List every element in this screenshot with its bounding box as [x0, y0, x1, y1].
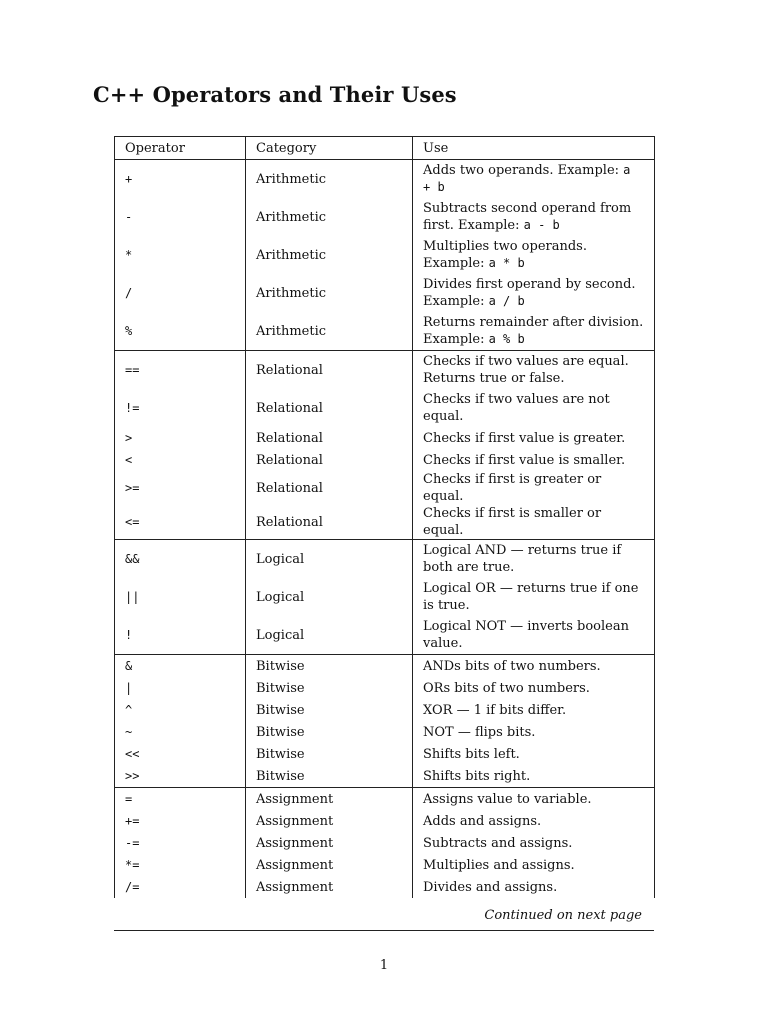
use-text: Returns remainder after division. Example:	[423, 315, 644, 347]
use-text: Adds two operands. Example:	[423, 163, 624, 178]
operator-cell: *	[115, 236, 246, 274]
operator-cell: >	[115, 427, 246, 449]
use-cell: Shifts bits right.	[413, 765, 655, 788]
operator-cell: <=	[115, 505, 246, 540]
example-code: a / b	[488, 294, 525, 308]
use-cell: NOT — flips bits.	[413, 721, 655, 743]
operator-cell: |	[115, 677, 246, 699]
table-row	[115, 832, 655, 854]
table-row	[115, 236, 655, 274]
use-text: Subtracts second operand from first. Example:	[423, 201, 632, 233]
operator-cell: &&	[115, 540, 246, 579]
category-cell: Bitwise	[246, 765, 413, 788]
table-row	[115, 471, 655, 505]
category-cell: Arithmetic	[246, 274, 413, 312]
header-category: Category	[246, 137, 413, 160]
category-cell: Assignment	[246, 788, 413, 811]
table-row	[115, 274, 655, 312]
category-cell: Relational	[246, 389, 413, 427]
category-cell: Bitwise	[246, 655, 413, 678]
use-cell: ORs bits of two numbers.	[413, 677, 655, 699]
use-cell: Adds and assigns.	[413, 810, 655, 832]
use-cell: ANDs bits of two numbers.	[413, 655, 655, 678]
continued-note: Continued on next page	[484, 908, 642, 923]
example-code: a - b	[523, 218, 560, 232]
table-row	[115, 505, 655, 540]
use-cell: Checks if two values are equal. Returns true or false.	[413, 351, 655, 390]
category-cell: Assignment	[246, 810, 413, 832]
table-row	[115, 677, 655, 699]
header-use: Use	[413, 137, 655, 160]
table-row	[115, 876, 655, 898]
table-row	[115, 351, 655, 390]
operator-cell: <	[115, 449, 246, 471]
use-cell: XOR — 1 if bits differ.	[413, 699, 655, 721]
example-code: a * b	[488, 256, 525, 270]
category-cell: Arithmetic	[246, 160, 413, 199]
table-row	[115, 616, 655, 655]
page-number: 1	[379, 958, 389, 973]
operator-cell: ~	[115, 721, 246, 743]
category-cell: Relational	[246, 449, 413, 471]
table-header-row	[115, 137, 655, 160]
use-cell: Checks if first is smaller or equal.	[413, 505, 655, 540]
use-cell	[413, 198, 655, 236]
bottom-rule	[114, 930, 654, 931]
table-row	[115, 427, 655, 449]
use-cell	[413, 312, 655, 351]
use-cell	[413, 274, 655, 312]
operator-cell: *=	[115, 854, 246, 876]
use-cell: Multiplies and assigns.	[413, 854, 655, 876]
use-cell	[413, 160, 655, 199]
use-cell: Logical AND — returns true if both are true.	[413, 540, 655, 579]
table-row	[115, 854, 655, 876]
operator-cell: ^	[115, 699, 246, 721]
category-cell: Relational	[246, 351, 413, 390]
operator-cell: !	[115, 616, 246, 655]
table-row	[115, 721, 655, 743]
operator-cell: ||	[115, 578, 246, 616]
category-cell: Arithmetic	[246, 312, 413, 351]
operator-cell: /=	[115, 876, 246, 898]
use-cell: Divides and assigns.	[413, 876, 655, 898]
operator-cell: /	[115, 274, 246, 312]
use-cell: Checks if two values are not equal.	[413, 389, 655, 427]
table-row	[115, 655, 655, 678]
operator-cell: ==	[115, 351, 246, 390]
category-cell: Assignment	[246, 854, 413, 876]
header-operator: Operator	[115, 137, 246, 160]
operator-cell: <<	[115, 743, 246, 765]
category-cell: Relational	[246, 505, 413, 540]
category-cell: Logical	[246, 540, 413, 579]
operator-cell: -=	[115, 832, 246, 854]
category-cell: Bitwise	[246, 721, 413, 743]
use-cell	[413, 236, 655, 274]
use-cell: Logical NOT — inverts boolean value.	[413, 616, 655, 655]
table-row	[115, 765, 655, 788]
use-cell: Logical OR — returns true if one is true.	[413, 578, 655, 616]
table-row	[115, 810, 655, 832]
table-row	[115, 788, 655, 811]
page-title: C++ Operators and Their Uses	[93, 82, 457, 107]
operator-cell: =	[115, 788, 246, 811]
operator-cell: %	[115, 312, 246, 351]
category-cell: Assignment	[246, 876, 413, 898]
category-cell: Relational	[246, 427, 413, 449]
use-cell: Assigns value to variable.	[413, 788, 655, 811]
table-row	[115, 198, 655, 236]
table-row	[115, 389, 655, 427]
category-cell: Bitwise	[246, 699, 413, 721]
use-cell: Checks if first value is smaller.	[413, 449, 655, 471]
operator-cell: +=	[115, 810, 246, 832]
table-row	[115, 540, 655, 579]
table-row	[115, 160, 655, 199]
use-text: Multiplies two operands. Example:	[423, 239, 587, 271]
example-code: a % b	[488, 332, 525, 346]
operators-table	[114, 136, 655, 898]
use-cell: Checks if first value is greater.	[413, 427, 655, 449]
category-cell: Assignment	[246, 832, 413, 854]
category-cell: Relational	[246, 471, 413, 505]
category-cell: Bitwise	[246, 743, 413, 765]
use-cell: Subtracts and assigns.	[413, 832, 655, 854]
use-cell: Shifts bits left.	[413, 743, 655, 765]
category-cell: Logical	[246, 578, 413, 616]
table-row	[115, 743, 655, 765]
table-row	[115, 699, 655, 721]
operator-cell: -	[115, 198, 246, 236]
table-row	[115, 449, 655, 471]
operator-cell: >=	[115, 471, 246, 505]
operator-cell: +	[115, 160, 246, 199]
example-code: a + b	[423, 163, 631, 194]
operator-cell: &	[115, 655, 246, 678]
table-row	[115, 578, 655, 616]
use-cell: Checks if first is greater or equal.	[413, 471, 655, 505]
category-cell: Bitwise	[246, 677, 413, 699]
use-text: Divides first operand by second. Example:	[423, 277, 636, 309]
operator-cell: >>	[115, 765, 246, 788]
category-cell: Arithmetic	[246, 198, 413, 236]
operator-cell: !=	[115, 389, 246, 427]
table-row	[115, 312, 655, 351]
category-cell: Arithmetic	[246, 236, 413, 274]
category-cell: Logical	[246, 616, 413, 655]
